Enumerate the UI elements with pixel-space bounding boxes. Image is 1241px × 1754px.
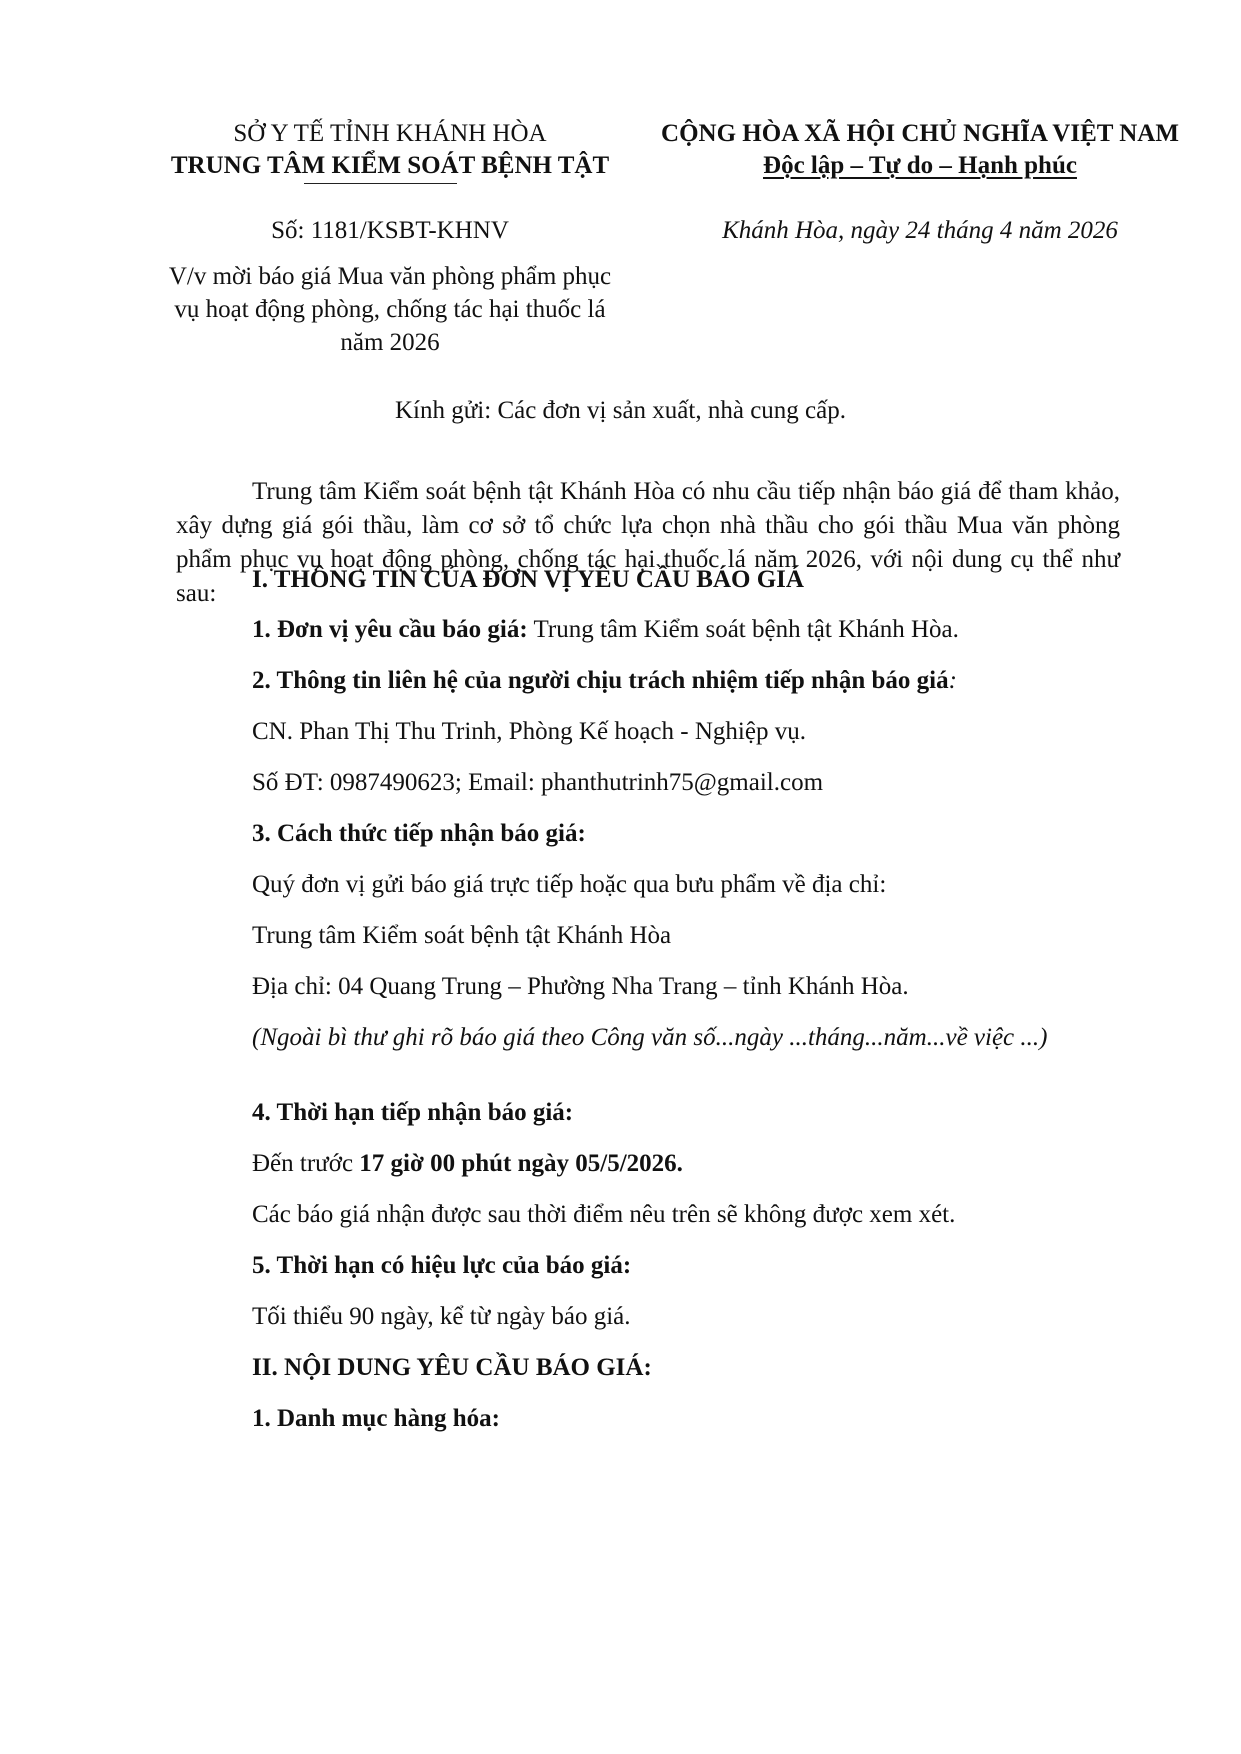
item-1-value: Trung tâm Kiểm soát bệnh tật Khánh Hòa. bbox=[527, 616, 959, 643]
nation-title: CỘNG HÒA XÃ HỘI CHỦ NGHĨA VIỆT NAM bbox=[661, 120, 1179, 147]
motto-line bbox=[620, 150, 1220, 182]
section-2-heading: II. NỘI DUNG YÊU CẦU BÁO GIÁ: bbox=[252, 1354, 652, 1381]
item-3-line-1: Quý đơn vị gửi báo giá trực tiếp hoặc qua bưu phẩm về địa chỉ: bbox=[252, 871, 887, 898]
item-3-line-2: Trung tâm Kiểm soát bệnh tật Khánh Hòa bbox=[252, 922, 672, 949]
contact-person: CN. Phan Thị Thu Trinh, Phòng Kế hoạch - Nghiệp vụ. bbox=[252, 718, 806, 745]
section-1-item-4: 4. Thời hạn tiếp nhận báo giá: bbox=[252, 1099, 574, 1126]
intro-paragraph: Trung tâm Kiểm soát bệnh tật Khánh Hòa có nhu cầu tiếp nhận báo giá để tham khảo, xây dựng giá gói thầu, làm cơ sở tổ chức lựa chọn nhà thầu cho gói thầu Mua văn phòng phẩm phục vụ hoạt động phòng, chống tác hại thuốc lá năm 2026, với nội dung cụ thể như sau: bbox=[176, 478, 1120, 607]
org-parent: SỞ Y TẾ TỈNH KHÁNH HÒA bbox=[233, 120, 547, 147]
org-name-underline bbox=[304, 183, 457, 184]
item-2-label: 2. Thông tin liên hệ của người chịu trách nhiệm tiếp nhận báo giá bbox=[252, 667, 949, 694]
subject: V/v mời báo giá Mua văn phòng phẩm phục vụ hoạt động phòng, chống tác hại thuốc lá năm 2026 bbox=[168, 263, 612, 356]
motto: Độc lập – Tự do – Hạnh phúc bbox=[763, 152, 1077, 179]
contact-phone-email: Số ĐT: 0987490623; Email: phanthutrinh75@gmail.com bbox=[252, 769, 824, 796]
section-1-item-5: 5. Thời hạn có hiệu lực của báo giá: bbox=[252, 1252, 632, 1279]
item-5-value: Tối thiểu 90 ngày, kể từ ngày báo giá. bbox=[252, 1303, 631, 1330]
deadline-prefix: Đến trước bbox=[252, 1150, 360, 1177]
item-4-deadline-line bbox=[252, 1148, 683, 1180]
envelope-note: (Ngoài bì thư ghi rõ báo giá theo Công văn số...ngày ...tháng...năm...về việc ...) bbox=[252, 1024, 1048, 1051]
section-1-item-1 bbox=[252, 614, 959, 646]
place-date: Khánh Hòa, ngày 24 tháng 4 năm 2026 bbox=[722, 217, 1118, 244]
org-name: TRUNG TÂM KIỂM SOÁT BỆNH TẬT bbox=[170, 152, 610, 179]
deadline: 17 giờ 00 phút ngày 05/5/2026. bbox=[359, 1150, 683, 1177]
document-number: Số: 1181/KSBT-KHNV bbox=[271, 217, 509, 244]
section-1-item-3: 3. Cách thức tiếp nhận báo giá: bbox=[252, 820, 586, 847]
section-1-heading: I. THÔNG TIN CỦA ĐƠN VỊ YÊU CẦU BÁO GIÁ bbox=[252, 566, 804, 593]
section-2-item-1: 1. Danh mục hàng hóa: bbox=[252, 1405, 500, 1432]
item-1-label: 1. Đơn vị yêu cầu báo giá: bbox=[252, 616, 528, 643]
item-2-colon: : bbox=[948, 667, 957, 694]
item-4-line-2: Các báo giá nhận được sau thời điểm nêu trên sẽ không được xem xét. bbox=[252, 1201, 956, 1228]
recipient: Kính gửi: Các đơn vị sản xuất, nhà cung cấp. bbox=[395, 397, 846, 424]
section-1-item-2 bbox=[252, 665, 957, 697]
item-3-address: Địa chỉ: 04 Quang Trung – Phường Nha Trang – tỉnh Khánh Hòa. bbox=[252, 973, 909, 1000]
